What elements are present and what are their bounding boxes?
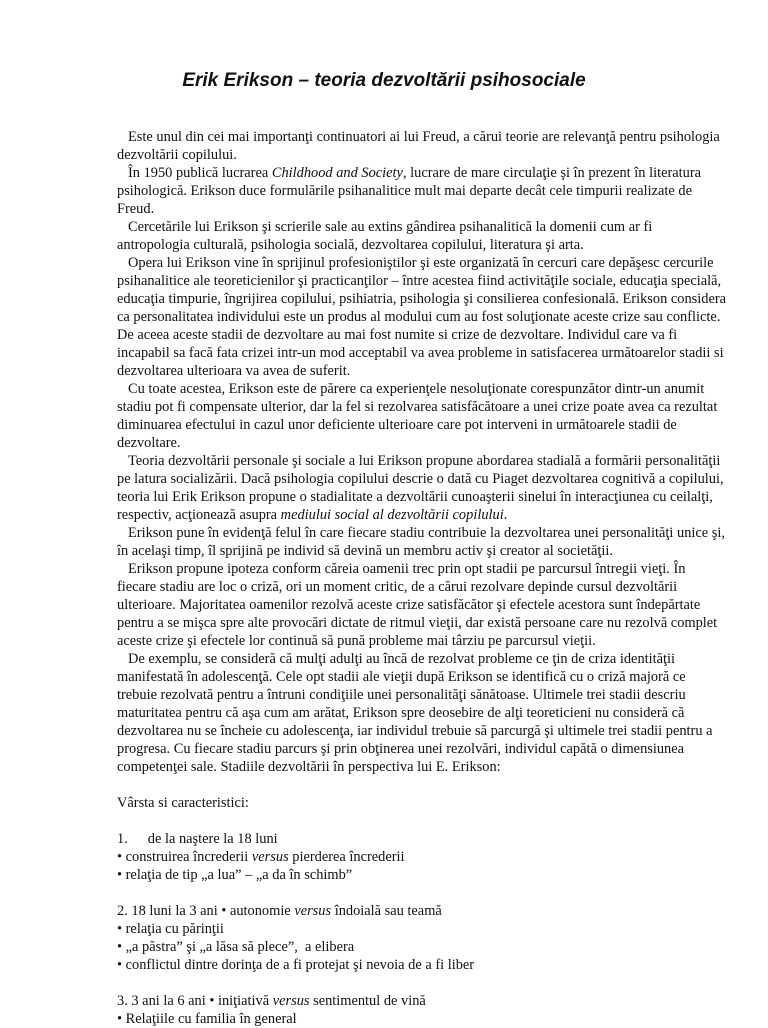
stage-2-bullet-3: • conflictul dintre dorinţa de a fi protejat şi nevoia de a fi liber — [117, 957, 475, 973]
paragraph-5: Cu toate acestea, Erikson este de părere ca experienţele nesoluţionate corespunzător dintr-un anumit stadiu pot fi compensate ulterior, dar la fel si rezolvarea satisfăcătoare a unei crize poate avea ca rezultat diminuarea efectului in cazul unor deficiente ulterioare care pot interveni in următoarele stadii de dezvoltare. — [117, 381, 718, 451]
document-body — [117, 128, 727, 1028]
stage-2-title — [117, 902, 727, 920]
paragraph-8: Erikson propune ipoteza conform căreia oamenii trec prin opt stadii pe parcursul întregii vieţi. În fiecare stadiu are loc o criză, ori un moment critic, de a cărui rezolvare depinde cursul dezvoltării ulterioare. Majoritatea oamenilor rezolvă aceste crize satisfăcător şi efectele acestora sunt îndepărtate pentru a se mişca spre alte provocări dictate de ritmul vieţii, dar există persoane care nu rezolvă complet aceste crize şi efectele lor continuă să pună probleme mai târziu pe parcursul vieţii. — [117, 561, 718, 649]
spacer — [117, 812, 727, 830]
stage-3-bullet-1: • Relaţiile cu familia în general — [117, 1011, 297, 1027]
list-heading: Vârsta si caracteristici: — [117, 795, 249, 811]
paragraph-6-text-a: Teoria dezvoltării personale şi sociale a lui Erikson propune abordarea stadială a formării personalităţii pe latura socializării. Dacă psihologia copilului descrie o dată cu Piaget dezvoltarea cognitivă a copilului, teoria lui Erik Erikson propune o stadialitate a dezvoltării cunoaşterii sinelui în interacţiunea cu ceilalţi, respectiv, acţionează asupra — [117, 453, 724, 523]
stage-2-emphasis: versus — [294, 903, 332, 919]
stage-1-number: 1. — [117, 831, 128, 847]
paragraph-1: Este unul din cei mai importanţi continuatori ai lui Freud, a cărui teorie are relevanţă pentru psihologia dezvoltării copilului. — [117, 129, 720, 163]
stage-3-emphasis: versus — [272, 993, 310, 1009]
spacer — [117, 974, 727, 992]
stage-2-bullet-2: • „a păstra” şi „a lăsa să plece”, a elibera — [117, 939, 355, 955]
spacer — [117, 776, 727, 794]
stage-1-title — [117, 830, 727, 848]
stage-3-text-a: 3. 3 ani la 6 ani • iniţiativă — [117, 993, 273, 1009]
paragraph-7: Erikson pune în evidenţă felul în care fiecare stadiu contribuie la dezvoltarea unei personalităţi unice şi, în acelaşi timp, îl sprijină pe individ să devină un membru activ şi creator al societăţii. — [117, 525, 725, 559]
paragraph-4: Opera lui Erikson vine în sprijinul profesioniştilor şi este organizată în cercuri care depăşesc cercurile psihanalitice ale teoreticienilor şi practicanţilor – între acestea fiind activităţile sociale, educaţia specială, educaţia timpurie, îngrijirea copilului, psihiatria, psihologia şi consilierea confesională. Erikson considera ca personalitatea individului este un produs al modului cum au fost soluţionate aceste crize sau conflicte. De aceea aceste stadii de dezvoltare au mai fost numite si crize de dezvoltare. Individul care va fi incapabil sa facă fata crizei intr-un mod acceptabil va avea probleme in satisfacerea următoarelor stadii si dezvoltarea ulterioara va avea de suferit. — [117, 255, 727, 379]
spacer — [117, 884, 727, 902]
document-title: Erik Erikson – teoria dezvoltării psihosociale — [182, 70, 586, 91]
stage-1-label: de la naştere la 18 luni — [147, 831, 278, 847]
stage-3-text-b: sentimentul de vină — [309, 993, 426, 1009]
stage-2-text-a: 2. 18 luni la 3 ani • autonomie — [117, 903, 295, 919]
paragraph-6 — [117, 452, 727, 524]
stage-1-bullet-2: • relaţia de tip „a lua” – „a da în schimb” — [117, 867, 353, 883]
paragraph-6-text-b: . — [503, 507, 508, 523]
paragraph-6-emphasis: mediului social al dezvoltării copilului — [280, 507, 504, 523]
stage-2-text-b: îndoială sau teamă — [331, 903, 442, 919]
bullet-text-b: pierderea încrederii — [288, 849, 405, 865]
paragraph-2-text-b: , lucrare de mare circulaţie şi în prezent în literatura psihologică. Erikson duce formulările psihanalitice mult mai departe decât cele timpurii realizate de Freud. — [117, 165, 702, 217]
paragraph-9: De exemplu, se consideră că mulţi adulţi au încă de rezolvat probleme ce ţin de criza identităţii manifestată în adolescenţă. Cele opt stadii ale vieţii după Erikson se identifică cu o criză majoră ce trebuie rezolvată pentru a întruni condiţiile unei personalităţi sănătoase. Ultimele trei stadii descriu maturitatea pentru că aşa cum am arătat, Erikson spre deosebire de alţi teoreticieni nu consideră că dezvoltarea nu se încheie cu adolescenţa, iar individul trebuie să parcurgă şi ultimele trei stadii pentru a progresa. Cu fiecare stadiu parcurs şi prin obţinerea unei rezolvări, individul capătă o dimensiunea competenţei sale. Stadiile dezvoltării în perspectiva lui E. Erikson: — [117, 651, 713, 775]
bullet-emphasis: versus — [251, 849, 289, 865]
paragraph-3: Cercetările lui Erikson şi scrierile sale au extins gândirea psihanalitică la domenii cum ar fi antropologia culturală, psihologia socială, dezvoltarea copilului, literatura şi arta. — [117, 219, 653, 253]
stage-1-bullet-1 — [117, 848, 727, 866]
bullet-text-a: • construirea încrederii — [117, 849, 252, 865]
paragraph-2-text-a: În 1950 publică lucrarea — [128, 165, 272, 181]
paragraph-2 — [117, 164, 727, 218]
stage-3-title — [117, 992, 727, 1010]
book-title: Childhood and Society — [271, 165, 403, 181]
stage-2-bullet-1: • relaţia cu părinţii — [117, 921, 224, 937]
